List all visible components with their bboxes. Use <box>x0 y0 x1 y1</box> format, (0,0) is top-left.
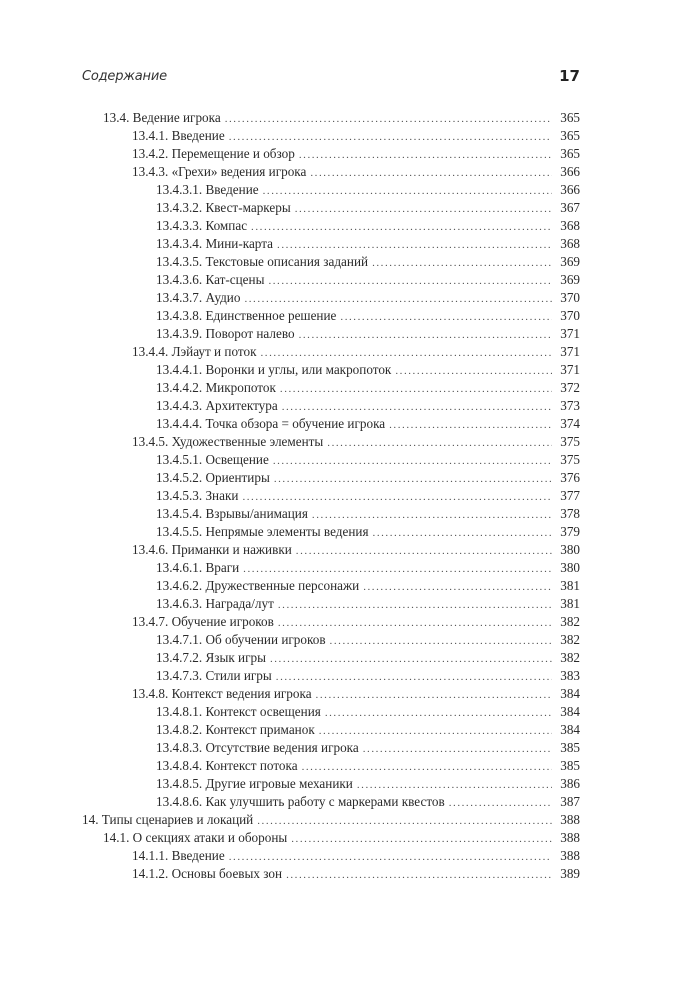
toc-entry[interactable] <box>0 757 682 775</box>
toc-entry-line <box>156 595 554 614</box>
toc-entry[interactable] <box>0 415 682 433</box>
dot-leader <box>389 416 554 434</box>
dot-leader <box>229 848 554 866</box>
toc-entry-page: 369 <box>552 271 580 289</box>
toc-entry-line <box>156 415 554 434</box>
dot-leader <box>260 344 554 362</box>
dot-leader <box>316 686 554 704</box>
toc-entry-title: 13.4.3.6. Кат-сцены <box>156 271 268 289</box>
dot-leader <box>276 668 554 686</box>
toc-entry[interactable] <box>0 145 682 163</box>
toc-entry-page: 388 <box>552 829 580 847</box>
toc-entry-line <box>156 523 554 542</box>
toc-entry-page: 386 <box>552 775 580 793</box>
toc-entry-page: 376 <box>552 469 580 487</box>
toc-entry[interactable] <box>0 613 682 631</box>
dot-leader <box>299 326 554 344</box>
toc-entry-line <box>156 649 554 668</box>
toc-entry-line <box>156 559 554 578</box>
toc-entry-title: 13.4.6.3. Награда/лут <box>156 595 278 613</box>
toc-entry[interactable] <box>0 775 682 793</box>
dot-leader <box>278 614 554 632</box>
toc-entry-title: 13.4.2. Перемещение и обзор <box>132 145 299 163</box>
toc-entry-line <box>156 793 554 812</box>
toc-entry-line <box>156 721 554 740</box>
toc-entry-line <box>156 271 554 290</box>
toc-entry-page: 367 <box>552 199 580 217</box>
toc-entry-line <box>156 739 554 758</box>
dot-leader <box>268 272 554 290</box>
dot-leader <box>274 470 554 488</box>
toc-entry-page: 369 <box>552 253 580 271</box>
dot-leader <box>229 128 554 146</box>
toc-entry-page: 378 <box>552 505 580 523</box>
toc-entry[interactable] <box>0 595 682 613</box>
toc-entry-page: 387 <box>552 793 580 811</box>
toc-entry-line <box>156 199 554 218</box>
toc-entry-line <box>156 757 554 776</box>
toc-entry-page: 374 <box>552 415 580 433</box>
toc-entry-page: 388 <box>552 811 580 829</box>
toc-entry-title: 13.4.5.5. Непрямые элементы ведения <box>156 523 373 541</box>
toc-entry-line <box>132 433 554 452</box>
toc-entry-title: 13.4.8.1. Контекст освещения <box>156 703 325 721</box>
toc-entry[interactable] <box>0 325 682 343</box>
toc-entry-line <box>156 307 554 326</box>
toc-entry-title: 13.4.3.3. Компас <box>156 217 251 235</box>
toc-entry-line <box>132 847 554 866</box>
dot-leader <box>299 146 554 164</box>
running-title: Содержание <box>82 69 167 84</box>
toc-entry[interactable] <box>0 505 682 523</box>
toc-entry-line <box>132 541 554 560</box>
toc-entry-page: 380 <box>552 559 580 577</box>
toc-entry[interactable] <box>0 541 682 559</box>
toc-entry-page: 366 <box>552 181 580 199</box>
toc-entry-page: 375 <box>552 433 580 451</box>
toc-entry-line <box>156 451 554 470</box>
toc-entry-page: 383 <box>552 667 580 685</box>
toc-entry-page: 388 <box>552 847 580 865</box>
toc-entry[interactable] <box>0 199 682 217</box>
dot-leader <box>286 866 554 884</box>
toc-entry-page: 382 <box>552 613 580 631</box>
toc-entry[interactable] <box>0 811 682 829</box>
dot-leader <box>242 488 554 506</box>
toc-entry[interactable] <box>0 649 682 667</box>
toc-entry-page: 375 <box>552 451 580 469</box>
dot-leader <box>312 506 554 524</box>
dot-leader <box>372 254 554 272</box>
toc-entry[interactable] <box>0 271 682 289</box>
toc-entry-line <box>156 361 554 380</box>
toc-entry-line <box>156 253 554 272</box>
dot-leader <box>291 830 554 848</box>
toc-entry-page: 379 <box>552 523 580 541</box>
toc-entry-page: 377 <box>552 487 580 505</box>
toc-entry-title: 13.4.6.2. Дружественные персонажи <box>156 577 363 595</box>
toc-entry-line <box>156 235 554 254</box>
toc-entry-page: 382 <box>552 631 580 649</box>
toc-entry[interactable] <box>0 523 682 541</box>
dot-leader <box>270 650 554 668</box>
toc-entry[interactable] <box>0 739 682 757</box>
toc-entry-title: 13.4.4.2. Микропоток <box>156 379 280 397</box>
toc-entry[interactable] <box>0 235 682 253</box>
toc-entry-title: 13.4.8.4. Контекст потока <box>156 757 302 775</box>
toc-entry-page: 384 <box>552 721 580 739</box>
toc-entry-title: 13.4.3.8. Единственное решение <box>156 307 340 325</box>
toc-entry-line <box>156 577 554 596</box>
toc-entry-page: 366 <box>552 163 580 181</box>
table-of-contents <box>0 109 682 883</box>
toc-entry-line <box>132 343 554 362</box>
toc-entry-title: 13.4.8.3. Отсутствие ведения игрока <box>156 739 363 757</box>
toc-entry-title: 13.4.3. «Грехи» ведения игрока <box>132 163 310 181</box>
toc-entry-line <box>156 289 554 308</box>
toc-entry-page: 384 <box>552 703 580 721</box>
dot-leader <box>373 524 554 542</box>
toc-entry[interactable] <box>0 631 682 649</box>
toc-entry-title: 13.4.3.7. Аудио <box>156 289 244 307</box>
toc-entry[interactable] <box>0 793 682 811</box>
toc-entry-line <box>132 145 554 164</box>
toc-entry[interactable] <box>0 361 682 379</box>
dot-leader <box>357 776 554 794</box>
dot-leader <box>257 812 554 830</box>
toc-entry[interactable] <box>0 127 682 145</box>
toc-entry-title: 13.4.8.6. Как улучшить работу с маркерами квестов <box>156 793 449 811</box>
toc-entry-title: 13.4.4.3. Архитектура <box>156 397 282 415</box>
toc-entry-line <box>156 217 554 236</box>
dot-leader <box>225 110 554 128</box>
toc-entry-line <box>156 667 554 686</box>
toc-entry[interactable] <box>0 343 682 361</box>
toc-entry[interactable] <box>0 721 682 739</box>
toc-entry[interactable] <box>0 307 682 325</box>
dot-leader <box>363 578 554 596</box>
dot-leader <box>319 722 554 740</box>
toc-entry-page: 371 <box>552 343 580 361</box>
toc-entry[interactable] <box>0 433 682 451</box>
toc-entry-title: 13.4.4.4. Точка обзора = обучение игрока <box>156 415 389 433</box>
toc-entry[interactable] <box>0 379 682 397</box>
toc-entry-title: 13.4.3.2. Квест-маркеры <box>156 199 295 217</box>
running-header <box>82 67 580 89</box>
toc-entry[interactable] <box>0 829 682 847</box>
toc-entry-page: 382 <box>552 649 580 667</box>
toc-entry-title: 13.4.5.1. Освещение <box>156 451 273 469</box>
toc-entry-page: 371 <box>552 325 580 343</box>
toc-entry-title: 13.4.7.3. Стили игры <box>156 667 276 685</box>
toc-entry-title: 13.4.5.2. Ориентиры <box>156 469 274 487</box>
toc-entry-title: 13.4.5. Художественные элементы <box>132 433 327 451</box>
toc-entry-title: 13.4.8.2. Контекст приманок <box>156 721 319 739</box>
toc-entry-title: 13.4.7. Обучение игроков <box>132 613 278 631</box>
toc-entry-title: 13.4.1. Введение <box>132 127 229 145</box>
toc-entry[interactable] <box>0 181 682 199</box>
toc-entry-page: 365 <box>552 127 580 145</box>
toc-entry-title: 13.4.5.3. Знаки <box>156 487 242 505</box>
toc-entry-page: 371 <box>552 361 580 379</box>
toc-entry-page: 385 <box>552 757 580 775</box>
toc-entry-title: 13.4.3.1. Введение <box>156 181 263 199</box>
dot-leader <box>325 704 554 722</box>
toc-entry-line <box>156 469 554 488</box>
toc-entry[interactable] <box>0 163 682 181</box>
toc-entry-line <box>156 397 554 416</box>
toc-entry-page: 381 <box>552 595 580 613</box>
toc-entry-line <box>132 685 554 704</box>
toc-entry-title: 13.4.4. Лэйаут и поток <box>132 343 260 361</box>
toc-entry[interactable] <box>0 397 682 415</box>
dot-leader <box>278 596 554 614</box>
dot-leader <box>251 218 554 236</box>
toc-entry-title: 14.1.1. Введение <box>132 847 229 865</box>
toc-entry-title: 14. Типы сценариев и локаций <box>82 811 257 829</box>
toc-entry-title: 13.4.8. Контекст ведения игрока <box>132 685 316 703</box>
toc-entry-title: 13.4.7.1. Об обучении игроков <box>156 631 330 649</box>
dot-leader <box>244 290 554 308</box>
toc-entry[interactable] <box>0 685 682 703</box>
toc-entry-line <box>82 811 554 830</box>
toc-entry[interactable] <box>0 865 682 883</box>
toc-entry-line <box>132 613 554 632</box>
toc-entry-title: 13.4.3.9. Поворот налево <box>156 325 299 343</box>
toc-entry-page: 368 <box>552 235 580 253</box>
toc-entry-line <box>156 703 554 722</box>
dot-leader <box>340 308 554 326</box>
toc-entry[interactable] <box>0 469 682 487</box>
toc-entry-line <box>156 775 554 794</box>
page-number: 17 <box>559 67 580 85</box>
toc-entry-line <box>156 487 554 506</box>
toc-entry-line <box>132 865 554 884</box>
toc-entry-title: 13.4.5.4. Взрывы/анимация <box>156 505 312 523</box>
toc-entry-title: 13.4.3.5. Текстовые описания заданий <box>156 253 372 271</box>
toc-entry-line <box>156 505 554 524</box>
toc-entry-page: 368 <box>552 217 580 235</box>
toc-entry-page: 370 <box>552 307 580 325</box>
toc-entry[interactable] <box>0 577 682 595</box>
toc-entry-page: 384 <box>552 685 580 703</box>
toc-entry[interactable] <box>0 109 682 127</box>
toc-entry[interactable] <box>0 703 682 721</box>
toc-entry[interactable] <box>0 487 682 505</box>
dot-leader <box>449 794 554 812</box>
dot-leader <box>277 236 554 254</box>
dot-leader <box>296 542 554 560</box>
toc-entry-page: 365 <box>552 145 580 163</box>
dot-leader <box>263 182 554 200</box>
toc-entry-page: 380 <box>552 541 580 559</box>
dot-leader <box>363 740 554 758</box>
toc-entry[interactable] <box>0 667 682 685</box>
toc-entry-page: 381 <box>552 577 580 595</box>
dot-leader <box>330 632 554 650</box>
toc-entry-title: 13.4.3.4. Мини-карта <box>156 235 277 253</box>
toc-entry[interactable] <box>0 559 682 577</box>
toc-entry-title: 14.1.2. Основы боевых зон <box>132 865 286 883</box>
toc-entry[interactable] <box>0 451 682 469</box>
toc-entry-line <box>156 181 554 200</box>
toc-entry[interactable] <box>0 217 682 235</box>
toc-entry[interactable] <box>0 847 682 865</box>
dot-leader <box>243 560 554 578</box>
dot-leader <box>395 362 554 380</box>
toc-entry-line <box>156 325 554 344</box>
toc-entry-page: 372 <box>552 379 580 397</box>
toc-entry-title: 13.4.4.1. Воронки и углы, или макропоток <box>156 361 395 379</box>
dot-leader <box>327 434 554 452</box>
dot-leader <box>310 164 554 182</box>
dot-leader <box>302 758 554 776</box>
toc-entry-page: 373 <box>552 397 580 415</box>
dot-leader <box>282 398 554 416</box>
toc-entry-title: 13.4.7.2. Язык игры <box>156 649 270 667</box>
toc-entry-title: 13.4.6. Приманки и наживки <box>132 541 296 559</box>
toc-entry-line <box>156 379 554 398</box>
toc-entry-line <box>132 127 554 146</box>
toc-entry[interactable] <box>0 289 682 307</box>
toc-entry-title: 13.4.8.5. Другие игровые механики <box>156 775 357 793</box>
toc-entry-page: 385 <box>552 739 580 757</box>
toc-entry-title: 13.4. Ведение игрока <box>103 109 225 127</box>
toc-entry-page: 389 <box>552 865 580 883</box>
toc-entry[interactable] <box>0 253 682 271</box>
toc-entry-page: 370 <box>552 289 580 307</box>
dot-leader <box>295 200 554 218</box>
toc-entry-line <box>103 109 554 128</box>
toc-entry-title: 14.1. О секциях атаки и обороны <box>103 829 291 847</box>
dot-leader <box>280 380 554 398</box>
dot-leader <box>273 452 554 470</box>
toc-entry-page: 365 <box>552 109 580 127</box>
toc-entry-line <box>103 829 554 848</box>
toc-entry-line <box>156 631 554 650</box>
toc-entry-line <box>132 163 554 182</box>
toc-entry-title: 13.4.6.1. Враги <box>156 559 243 577</box>
